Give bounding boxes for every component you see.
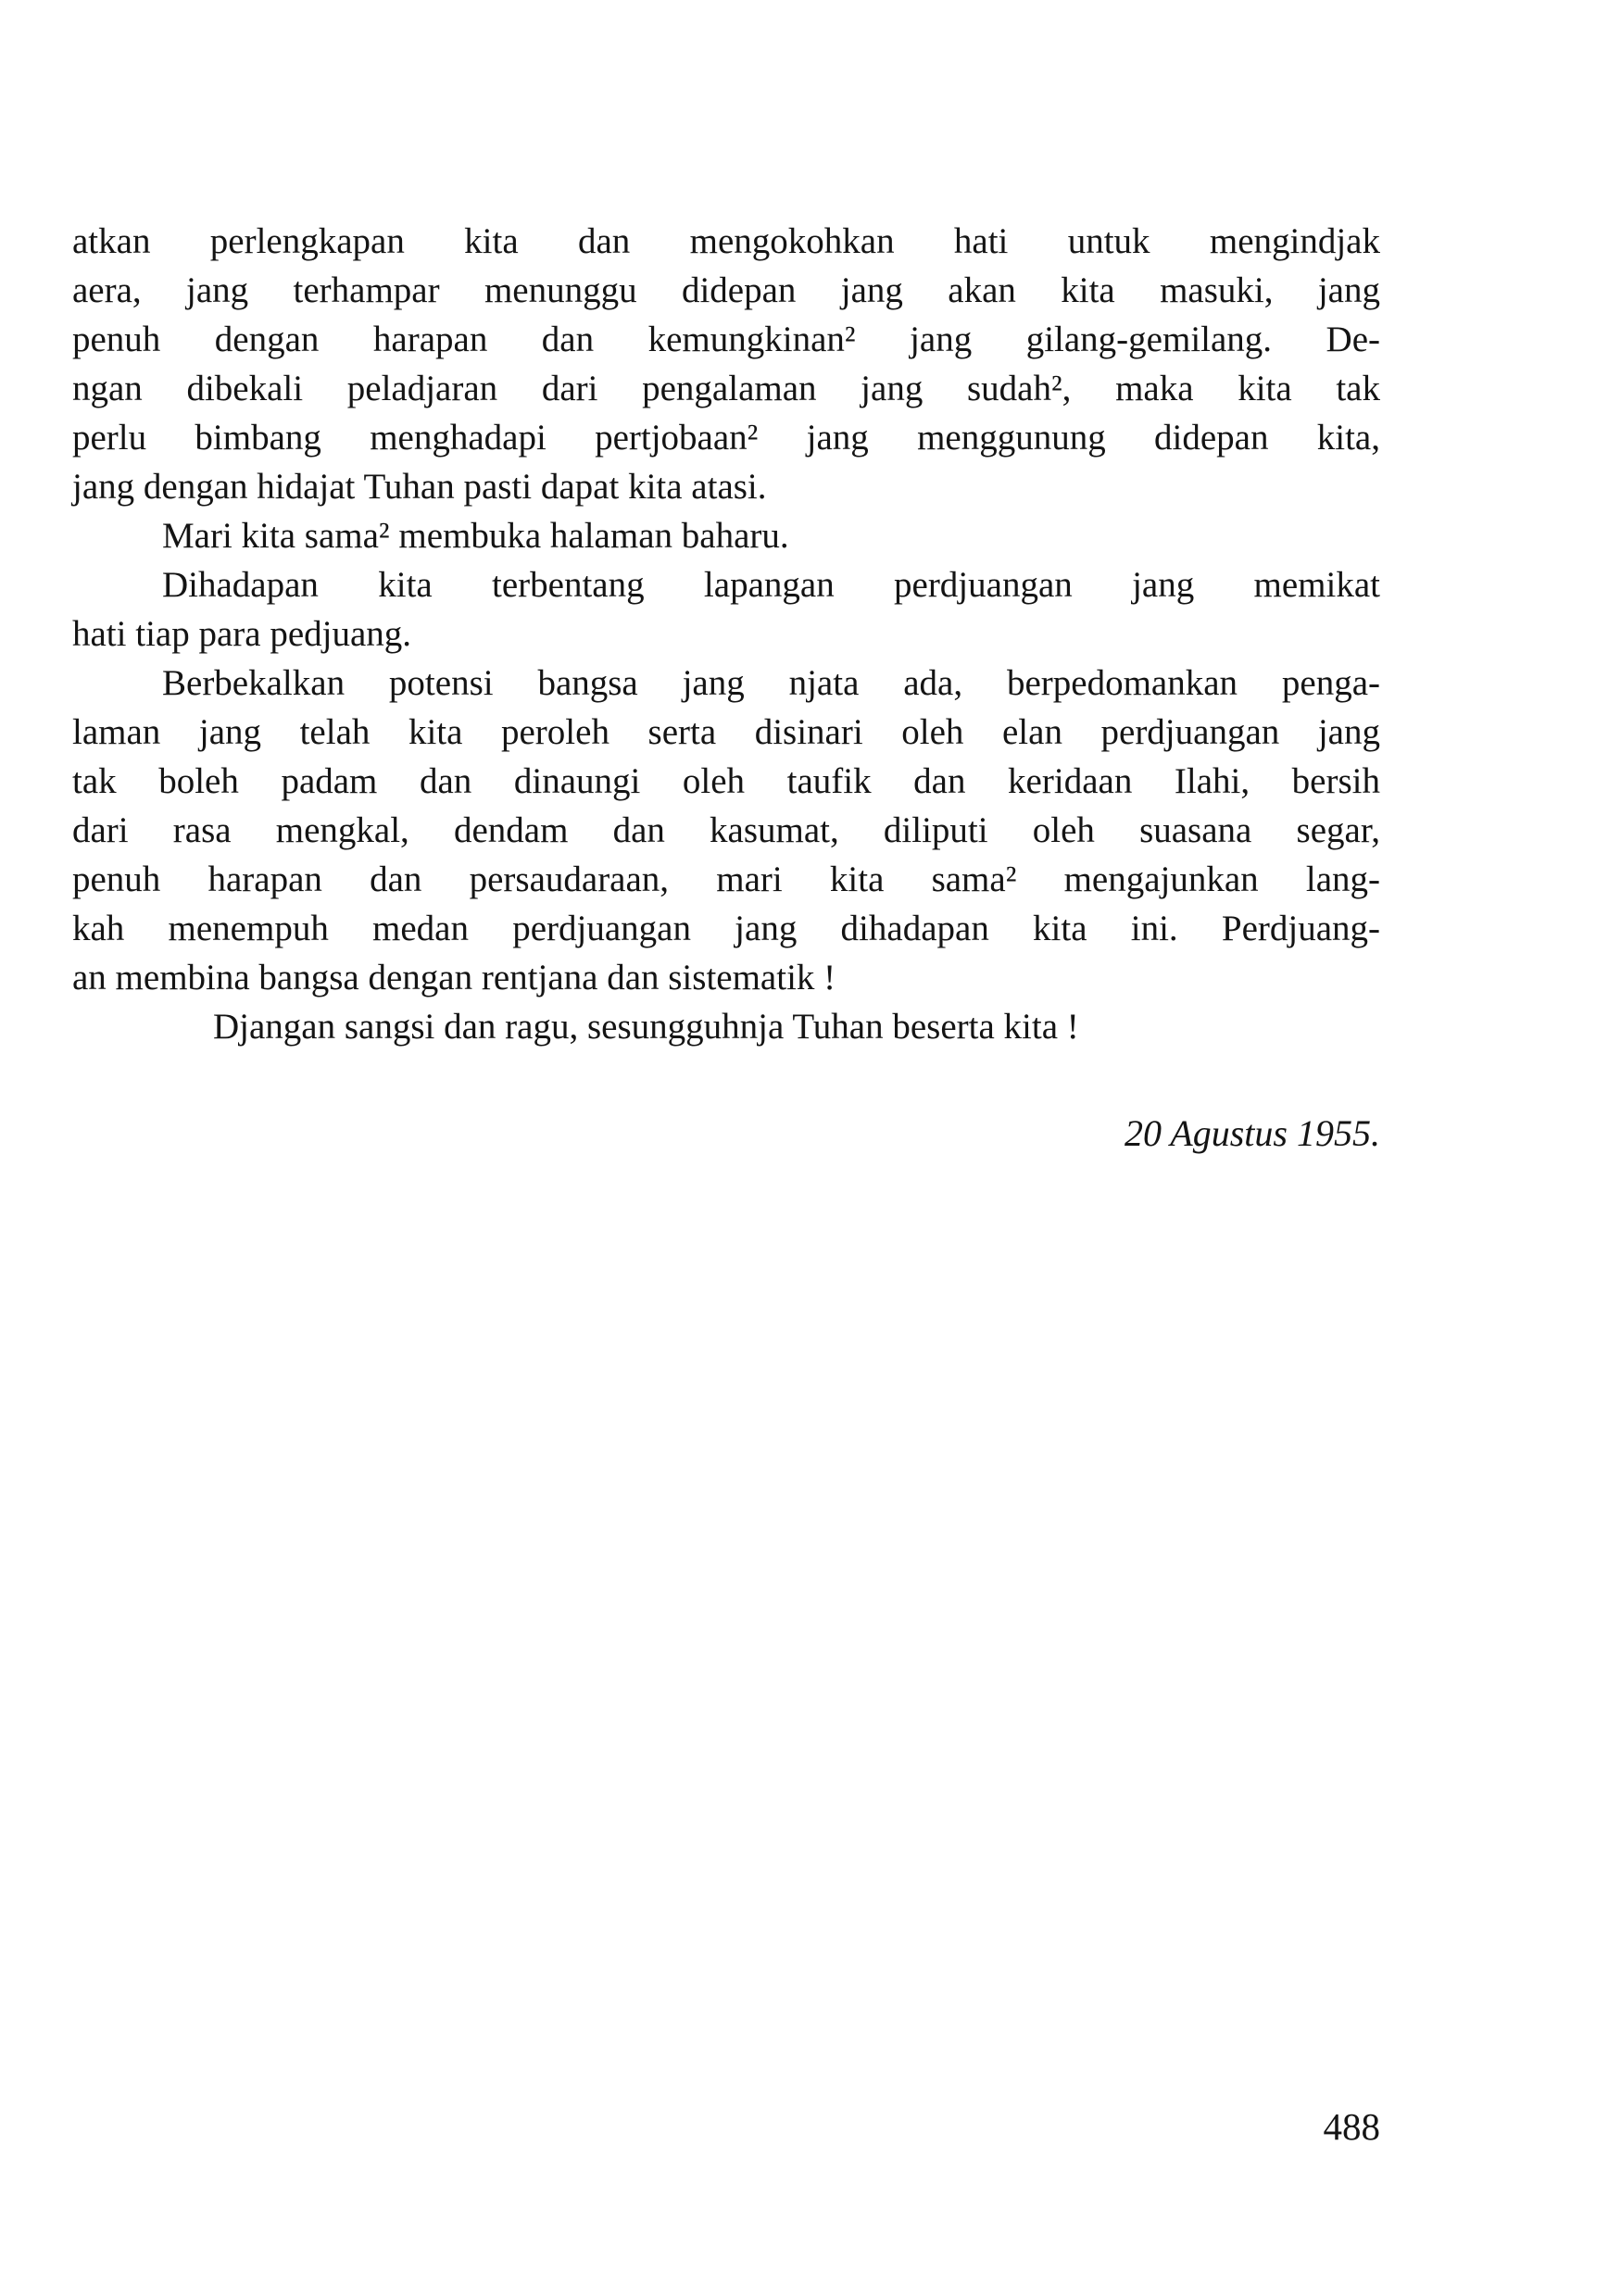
body-line: dari rasa mengkal, dendam dan kasumat, diliputi oleh suasana segar, [72, 810, 1380, 850]
body-line: hati tiap para pedjuang. [72, 614, 412, 654]
body-line: perlu bimbang menghadapi pertjobaan² jang menggunung didepan kita, [72, 418, 1380, 458]
body-line: aera, jang terhampar menunggu didepan jang akan kita masuki, jang [72, 270, 1380, 310]
body-line: an membina bangsa dengan rentjana dan sistematik ! [72, 958, 836, 997]
body-line: jang dengan hidajat Tuhan pasti dapat kita atasi. [72, 467, 767, 507]
body-line: Berbekalkan potensi bangsa jang njata ada, berpedomankan penga- [162, 663, 1380, 703]
body-line: tak boleh padam dan dinaungi oleh taufik dan keridaan Ilahi, bersih [72, 761, 1380, 801]
body-line: penuh dengan harapan dan kemungkinan² jang gilang-gemilang. De- [72, 320, 1380, 359]
body-line: laman jang telah kita peroleh serta disinari oleh elan perdjuangan jang [72, 712, 1380, 752]
body-line: Djangan sangsi dan ragu, sesungguhnja Tuhan beserta kita ! [213, 1007, 1079, 1047]
body-line: penuh harapan dan persaudaraan, mari kita sama² mengajunkan lang- [72, 859, 1380, 899]
body-line: Dihadapan kita terbentang lapangan perdjuangan jang memikat [162, 565, 1380, 605]
body-line: atkan perlengkapan kita dan mengokohkan hati untuk mengindjak [72, 221, 1380, 261]
body-line: Mari kita sama² membuka halaman baharu. [162, 516, 789, 556]
page-number: 488 [1323, 2105, 1380, 2148]
date-line: 20 Agustus 1955. [1125, 1112, 1380, 1154]
body-line: kah menempuh medan perdjuangan jang dihadapan kita ini. Perdjuang- [72, 909, 1380, 948]
body-line: ngan dibekali peladjaran dari pengalaman jang sudah², maka kita tak [72, 369, 1380, 408]
text-block [72, 217, 1380, 1158]
